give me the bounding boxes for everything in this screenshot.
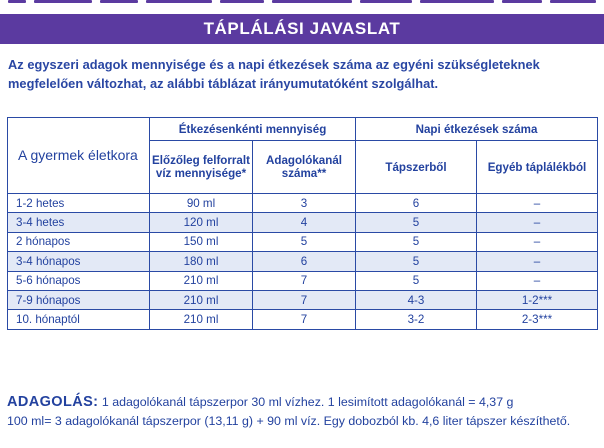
- age-cell: 3-4 hetes: [8, 213, 150, 232]
- table-row: [8, 213, 598, 232]
- spoons-cell: 4: [253, 213, 356, 232]
- other-cell: –: [477, 232, 598, 251]
- table-row: [8, 271, 598, 290]
- dosage-text-1: 1 adagolókanál tápszerpor 30 ml vízhez. 1 lesimított adagolókanál = 4,37 g: [101, 395, 514, 409]
- table-row: [8, 290, 598, 309]
- spoons-cell: 6: [253, 252, 356, 271]
- dosage-line-1: [7, 393, 601, 412]
- water-cell: 210 ml: [150, 271, 253, 290]
- age-cell: 3-4 hónapos: [8, 252, 150, 271]
- formula-cell: 4-3: [356, 290, 477, 309]
- spoons-column-header: Adagolókanál száma**: [253, 141, 356, 194]
- dosage-section: [7, 393, 601, 431]
- age-header: A gyermek életkora: [8, 118, 150, 194]
- other-cell: –: [477, 252, 598, 271]
- age-cell: 10. hónaptól: [8, 310, 150, 329]
- age-cell: 5-6 hónapos: [8, 271, 150, 290]
- meal-amount-header: Étkezésenkénti mennyiség: [150, 118, 356, 141]
- spoons-cell: 3: [253, 194, 356, 213]
- formula-cell: 3-2: [356, 310, 477, 329]
- other-food-column-header: Egyéb táplálékból: [477, 141, 598, 194]
- table-row: [8, 232, 598, 251]
- water-cell: 210 ml: [150, 290, 253, 309]
- intro-text: Az egyszeri adagok mennyisége és a napi étkezések száma az egyéni szükségleteknek megfelelően változhat, az alábbi táblázat irányumutatóként szolgálhat.: [8, 57, 540, 91]
- formula-cell: 5: [356, 213, 477, 232]
- water-cell: 90 ml: [150, 194, 253, 213]
- dosage-label: ADAGOLÁS:: [7, 394, 99, 410]
- page-title: TÁPLÁLÁSI JAVASLAT: [0, 14, 604, 44]
- spoons-cell: 5: [253, 232, 356, 251]
- spoons-cell: 7: [253, 290, 356, 309]
- spoons-cell: 7: [253, 271, 356, 290]
- daily-meals-header: Napi étkezések száma: [356, 118, 598, 141]
- feeding-table: [7, 117, 598, 330]
- formula-cell: 5: [356, 271, 477, 290]
- other-cell: 2-3***: [477, 310, 598, 329]
- table-row: [8, 310, 598, 329]
- water-cell: 150 ml: [150, 232, 253, 251]
- spoons-cell: 7: [253, 310, 356, 329]
- formula-cell: 5: [356, 252, 477, 271]
- formula-cell: 6: [356, 194, 477, 213]
- water-cell: 120 ml: [150, 213, 253, 232]
- age-cell: 7-9 hónapos: [8, 290, 150, 309]
- formula-cell: 5: [356, 232, 477, 251]
- table-row: [8, 194, 598, 213]
- age-cell: 1-2 hetes: [8, 194, 150, 213]
- other-cell: –: [477, 271, 598, 290]
- formula-column-header: Tápszerből: [356, 141, 477, 194]
- other-cell: 1-2***: [477, 290, 598, 309]
- dosage-line-2: 100 ml= 3 adagolókanál tápszerpor (13,11 g) + 90 ml víz. Egy dobozból kb. 4,6 liter tápszer készíthető.: [7, 414, 571, 428]
- water-cell: 180 ml: [150, 252, 253, 271]
- water-column-header: Előzőleg felforralt víz mennyisége*: [150, 141, 253, 194]
- other-cell: –: [477, 213, 598, 232]
- other-cell: –: [477, 194, 598, 213]
- water-cell: 210 ml: [150, 310, 253, 329]
- top-decoration: [0, 0, 604, 6]
- age-cell: 2 hónapos: [8, 232, 150, 251]
- table-row: [8, 252, 598, 271]
